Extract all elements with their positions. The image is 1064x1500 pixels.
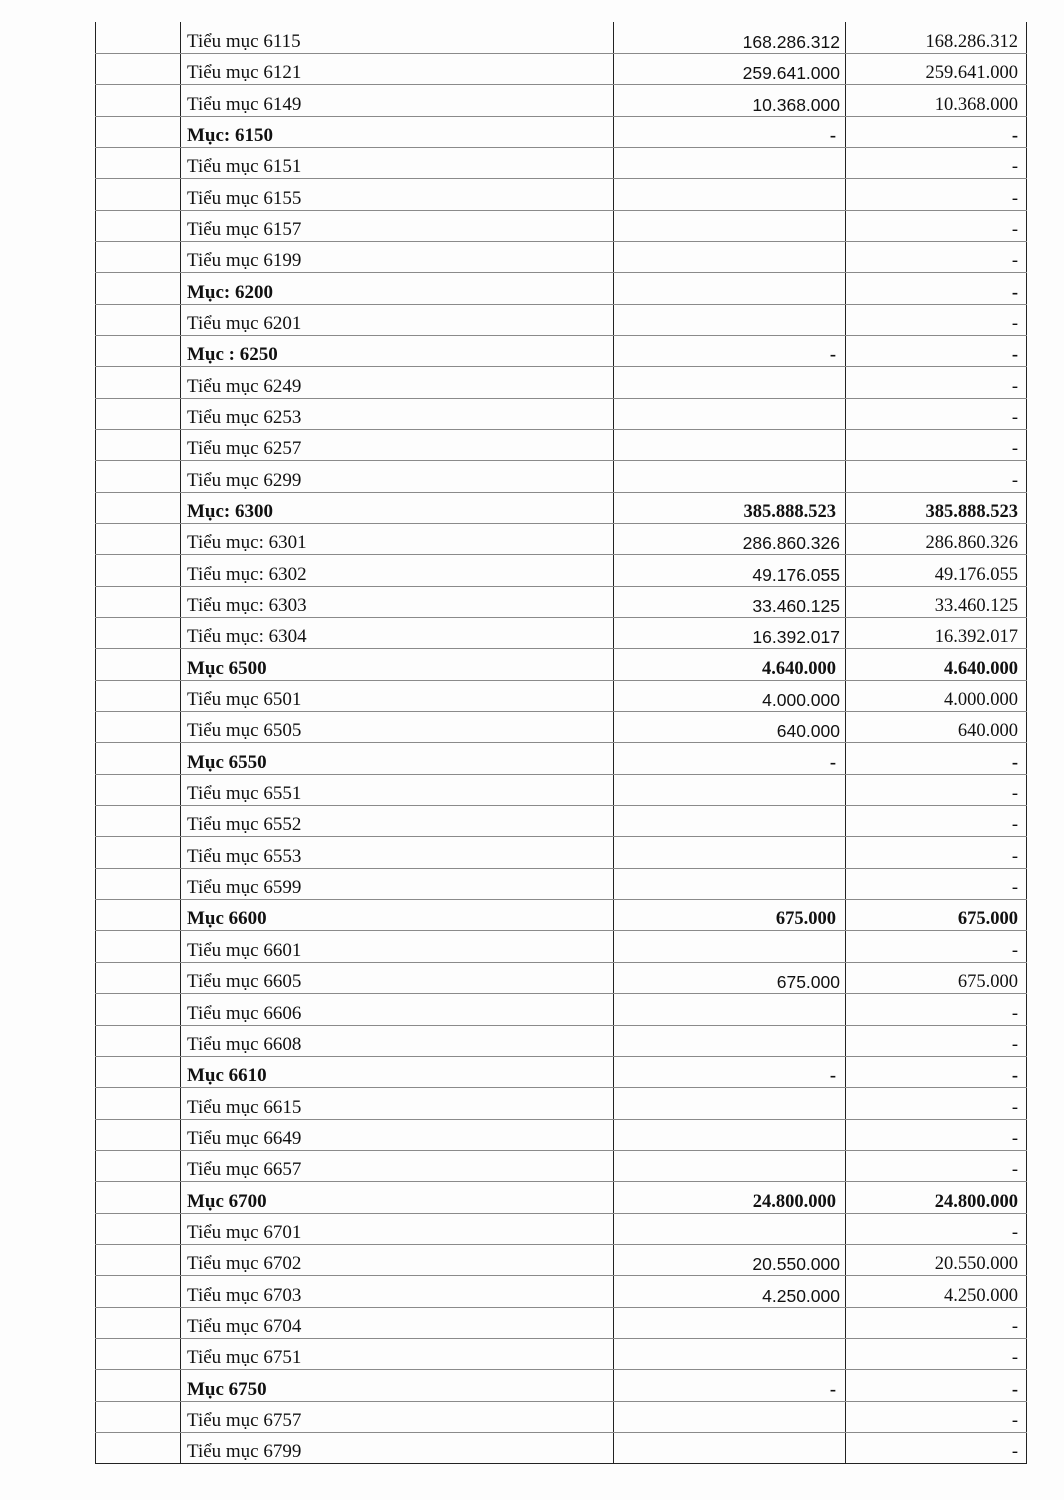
table-row [96, 1088, 1027, 1119]
amount-actual: - [846, 1432, 1027, 1463]
table-row [96, 147, 1027, 178]
index-cell [96, 1432, 181, 1463]
item-label: Tiểu mục 6702 [181, 1244, 614, 1275]
item-label: Mục : 6250 [181, 335, 614, 366]
index-cell [96, 461, 181, 492]
amount-actual: - [846, 1025, 1027, 1056]
amount-estimate [614, 367, 846, 398]
index-cell [96, 1276, 181, 1307]
amount-estimate [614, 1213, 846, 1244]
index-cell [96, 1025, 181, 1056]
item-label: Tiểu mục 6253 [181, 398, 614, 429]
index-cell [96, 774, 181, 805]
amount-estimate [614, 1432, 846, 1463]
item-label: Tiểu mục 6151 [181, 147, 614, 178]
amount-estimate: 640.000 [614, 712, 846, 743]
index-cell [96, 743, 181, 774]
item-label: Mục: 6200 [181, 273, 614, 304]
table-row [96, 524, 1027, 555]
table-row [96, 22, 1027, 53]
budget-table [95, 22, 1027, 1464]
amount-estimate: - [614, 743, 846, 774]
table-row [96, 962, 1027, 993]
amount-estimate [614, 1150, 846, 1181]
amount-estimate: 4.000.000 [614, 680, 846, 711]
item-label: Tiểu mục 6199 [181, 241, 614, 272]
amount-estimate [614, 994, 846, 1025]
index-cell [96, 1213, 181, 1244]
index-cell [96, 1182, 181, 1213]
amount-estimate: 168.286.312 [614, 22, 846, 53]
amount-estimate: 259.641.000 [614, 53, 846, 84]
item-label: Tiểu mục 6605 [181, 962, 614, 993]
table-row [96, 1432, 1027, 1463]
index-cell [96, 1244, 181, 1275]
section-row [96, 1056, 1027, 1087]
index-cell [96, 1088, 181, 1119]
table-row [96, 429, 1027, 460]
item-label: Tiểu mục 6649 [181, 1119, 614, 1150]
amount-actual: - [846, 1088, 1027, 1119]
section-row [96, 492, 1027, 523]
amount-actual: - [846, 367, 1027, 398]
amount-actual: - [846, 1401, 1027, 1432]
amount-actual: - [846, 304, 1027, 335]
table-row [96, 1119, 1027, 1150]
amount-estimate [614, 1338, 846, 1369]
item-label: Mục: 6150 [181, 116, 614, 147]
amount-actual: - [846, 1119, 1027, 1150]
section-row [96, 649, 1027, 680]
index-cell [96, 179, 181, 210]
amount-actual: 259.641.000 [846, 53, 1027, 84]
index-cell [96, 1338, 181, 1369]
index-cell [96, 649, 181, 680]
item-label: Tiểu mục 6608 [181, 1025, 614, 1056]
index-cell [96, 1056, 181, 1087]
item-label: Tiểu mục 6701 [181, 1213, 614, 1244]
amount-actual: 675.000 [846, 962, 1027, 993]
amount-actual: - [846, 868, 1027, 899]
amount-estimate: - [614, 335, 846, 366]
table-row [96, 555, 1027, 586]
item-label: Tiểu mục: 6302 [181, 555, 614, 586]
table-row [96, 994, 1027, 1025]
amount-estimate: 49.176.055 [614, 555, 846, 586]
amount-estimate: 16.392.017 [614, 618, 846, 649]
amount-actual: - [846, 743, 1027, 774]
amount-actual: - [846, 1307, 1027, 1338]
item-label: Tiểu mục: 6301 [181, 524, 614, 555]
item-label: Tiểu mục 6505 [181, 712, 614, 743]
amount-estimate [614, 1307, 846, 1338]
index-cell [96, 22, 181, 53]
amount-estimate: 4.640.000 [614, 649, 846, 680]
amount-estimate [614, 837, 846, 868]
index-cell [96, 1401, 181, 1432]
section-row [96, 743, 1027, 774]
budget-table-body [96, 22, 1027, 1464]
table-row [96, 461, 1027, 492]
index-cell [96, 618, 181, 649]
amount-estimate [614, 931, 846, 962]
item-label: Tiểu mục 6757 [181, 1401, 614, 1432]
table-row [96, 1276, 1027, 1307]
item-label: Mục 6600 [181, 900, 614, 931]
amount-actual: 20.550.000 [846, 1244, 1027, 1275]
item-label: Tiểu mục 6615 [181, 1088, 614, 1119]
amount-estimate: 33.460.125 [614, 586, 846, 617]
table-row [96, 179, 1027, 210]
section-row [96, 1182, 1027, 1213]
amount-actual: 16.392.017 [846, 618, 1027, 649]
amount-actual: - [846, 147, 1027, 178]
amount-actual: 10.368.000 [846, 85, 1027, 116]
amount-estimate [614, 461, 846, 492]
amount-estimate [614, 1025, 846, 1056]
amount-actual: - [846, 210, 1027, 241]
amount-actual: - [846, 1150, 1027, 1181]
amount-estimate: 675.000 [614, 900, 846, 931]
item-label: Tiểu mục 6155 [181, 179, 614, 210]
amount-actual: 4.000.000 [846, 680, 1027, 711]
index-cell [96, 85, 181, 116]
amount-actual: 385.888.523 [846, 492, 1027, 523]
table-row [96, 712, 1027, 743]
section-row [96, 900, 1027, 931]
amount-actual: - [846, 1370, 1027, 1401]
item-label: Mục 6610 [181, 1056, 614, 1087]
table-row [96, 1213, 1027, 1244]
amount-actual: - [846, 1213, 1027, 1244]
section-row [96, 273, 1027, 304]
item-label: Mục: 6300 [181, 492, 614, 523]
index-cell [96, 53, 181, 84]
item-label: Tiểu mục 6201 [181, 304, 614, 335]
amount-estimate: 10.368.000 [614, 85, 846, 116]
table-row [96, 1338, 1027, 1369]
item-label: Tiểu mục 6299 [181, 461, 614, 492]
amount-estimate [614, 147, 846, 178]
amount-estimate [614, 1119, 846, 1150]
index-cell [96, 1119, 181, 1150]
index-cell [96, 335, 181, 366]
index-cell [96, 1307, 181, 1338]
index-cell [96, 398, 181, 429]
amount-actual: - [846, 994, 1027, 1025]
index-cell [96, 994, 181, 1025]
table-row [96, 774, 1027, 805]
amount-estimate: - [614, 116, 846, 147]
item-label: Mục 6500 [181, 649, 614, 680]
amount-estimate: 4.250.000 [614, 1276, 846, 1307]
item-label: Tiểu mục: 6304 [181, 618, 614, 649]
amount-estimate: 385.888.523 [614, 492, 846, 523]
amount-actual: - [846, 241, 1027, 272]
amount-actual: 675.000 [846, 900, 1027, 931]
index-cell [96, 273, 181, 304]
index-cell [96, 931, 181, 962]
item-label: Tiểu mục 6799 [181, 1432, 614, 1463]
index-cell [96, 304, 181, 335]
item-label: Tiểu mục 6703 [181, 1276, 614, 1307]
index-cell [96, 806, 181, 837]
item-label: Tiểu mục 6552 [181, 806, 614, 837]
table-row [96, 85, 1027, 116]
amount-estimate [614, 1401, 846, 1432]
amount-actual: - [846, 461, 1027, 492]
index-cell [96, 680, 181, 711]
table-row [96, 680, 1027, 711]
index-cell [96, 962, 181, 993]
amount-estimate [614, 1088, 846, 1119]
index-cell [96, 147, 181, 178]
amount-estimate: 675.000 [614, 962, 846, 993]
section-row [96, 1370, 1027, 1401]
table-row [96, 241, 1027, 272]
section-row [96, 116, 1027, 147]
index-cell [96, 429, 181, 460]
amount-estimate [614, 273, 846, 304]
index-cell [96, 900, 181, 931]
table-row [96, 868, 1027, 899]
table-row [96, 586, 1027, 617]
index-cell [96, 492, 181, 523]
table-row [96, 1307, 1027, 1338]
amount-actual: - [846, 116, 1027, 147]
index-cell [96, 1370, 181, 1401]
item-label: Tiểu mục 6599 [181, 868, 614, 899]
table-row [96, 1025, 1027, 1056]
item-label: Tiểu mục 6553 [181, 837, 614, 868]
amount-actual: 24.800.000 [846, 1182, 1027, 1213]
index-cell [96, 367, 181, 398]
amount-estimate [614, 429, 846, 460]
item-label: Mục 6700 [181, 1182, 614, 1213]
amount-estimate [614, 304, 846, 335]
amount-actual: 640.000 [846, 712, 1027, 743]
index-cell [96, 586, 181, 617]
index-cell [96, 868, 181, 899]
amount-estimate: - [614, 1056, 846, 1087]
index-cell [96, 555, 181, 586]
table-row [96, 837, 1027, 868]
amount-estimate [614, 241, 846, 272]
amount-estimate: 286.860.326 [614, 524, 846, 555]
table-row [96, 304, 1027, 335]
item-label: Tiểu mục 6121 [181, 53, 614, 84]
amount-estimate [614, 774, 846, 805]
item-label: Tiểu mục: 6303 [181, 586, 614, 617]
amount-estimate: 24.800.000 [614, 1182, 846, 1213]
item-label: Tiểu mục 6115 [181, 22, 614, 53]
amount-actual: 4.250.000 [846, 1276, 1027, 1307]
amount-estimate [614, 868, 846, 899]
table-row [96, 931, 1027, 962]
table-row [96, 367, 1027, 398]
table-row [96, 1244, 1027, 1275]
amount-actual: - [846, 179, 1027, 210]
index-cell [96, 241, 181, 272]
amount-estimate [614, 398, 846, 429]
amount-estimate [614, 210, 846, 241]
index-cell [96, 116, 181, 147]
item-label: Tiểu mục 6657 [181, 1150, 614, 1181]
item-label: Mục 6750 [181, 1370, 614, 1401]
amount-actual: 4.640.000 [846, 649, 1027, 680]
amount-actual: - [846, 273, 1027, 304]
item-label: Tiểu mục 6751 [181, 1338, 614, 1369]
amount-actual: - [846, 429, 1027, 460]
index-cell [96, 712, 181, 743]
item-label: Tiểu mục 6501 [181, 680, 614, 711]
item-label: Tiểu mục 6601 [181, 931, 614, 962]
amount-actual: 286.860.326 [846, 524, 1027, 555]
item-label: Tiểu mục 6157 [181, 210, 614, 241]
amount-actual: - [846, 335, 1027, 366]
amount-actual: - [846, 806, 1027, 837]
amount-estimate [614, 806, 846, 837]
table-row [96, 1401, 1027, 1432]
table-row [96, 53, 1027, 84]
index-cell [96, 210, 181, 241]
table-row [96, 806, 1027, 837]
item-label: Tiểu mục 6551 [181, 774, 614, 805]
table-row [96, 618, 1027, 649]
amount-actual: - [846, 774, 1027, 805]
amount-actual: 168.286.312 [846, 22, 1027, 53]
amount-actual: - [846, 398, 1027, 429]
amount-actual: - [846, 837, 1027, 868]
item-label: Tiểu mục 6149 [181, 85, 614, 116]
amount-actual: - [846, 1338, 1027, 1369]
item-label: Tiểu mục 6257 [181, 429, 614, 460]
amount-estimate: 20.550.000 [614, 1244, 846, 1275]
index-cell [96, 524, 181, 555]
table-row [96, 398, 1027, 429]
amount-actual: - [846, 931, 1027, 962]
amount-estimate [614, 179, 846, 210]
amount-actual: 33.460.125 [846, 586, 1027, 617]
item-label: Mục 6550 [181, 743, 614, 774]
index-cell [96, 1150, 181, 1181]
item-label: Tiểu mục 6606 [181, 994, 614, 1025]
amount-actual: - [846, 1056, 1027, 1087]
amount-actual: 49.176.055 [846, 555, 1027, 586]
index-cell [96, 837, 181, 868]
item-label: Tiểu mục 6249 [181, 367, 614, 398]
amount-estimate: - [614, 1370, 846, 1401]
table-row [96, 1150, 1027, 1181]
table-row [96, 210, 1027, 241]
item-label: Tiểu mục 6704 [181, 1307, 614, 1338]
section-row [96, 335, 1027, 366]
